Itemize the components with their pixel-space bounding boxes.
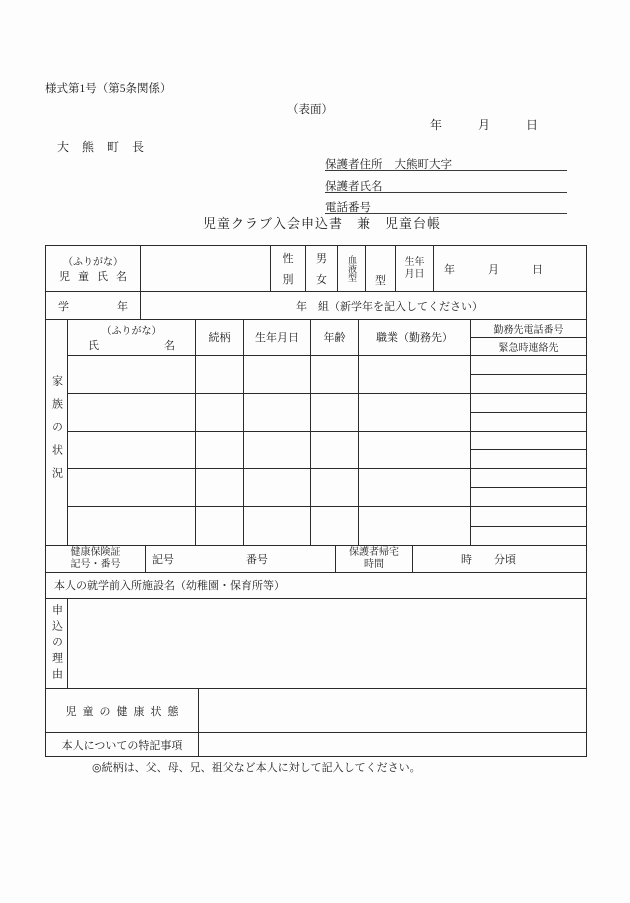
guardian-address-label: 保護者住所 bbox=[325, 159, 383, 171]
occupation-cell[interactable] bbox=[359, 432, 471, 469]
child-name-row bbox=[46, 246, 586, 292]
emergency-contact-cell[interactable] bbox=[471, 413, 586, 431]
contact-cell bbox=[471, 432, 586, 469]
family-name-cell[interactable] bbox=[68, 469, 196, 506]
age-cell[interactable] bbox=[311, 432, 359, 469]
age-cell[interactable] bbox=[311, 469, 359, 506]
birthdate-label-cell bbox=[396, 246, 434, 291]
health-input-cell[interactable] bbox=[199, 689, 586, 732]
age-cell[interactable] bbox=[311, 507, 359, 545]
side-note: （表面） bbox=[287, 104, 333, 116]
family-row-2 bbox=[68, 394, 586, 432]
special-notes-label-cell: 本人についての特記事項 bbox=[46, 733, 199, 756]
birthdate-placeholder: 年 月 日 bbox=[444, 263, 543, 276]
family-name-label-last: 名 bbox=[164, 339, 175, 352]
work-phone-cell[interactable] bbox=[471, 356, 586, 375]
occupation-cell[interactable] bbox=[359, 394, 471, 431]
guardian-address-field[interactable] bbox=[325, 156, 567, 171]
relation-cell[interactable] bbox=[196, 356, 244, 393]
guardian-name-label: 保護者氏名 bbox=[325, 181, 383, 193]
family-furigana-label: （ふりがな） bbox=[101, 325, 162, 337]
return-time-label-cell bbox=[336, 546, 413, 572]
blood-type-label-cell bbox=[338, 246, 366, 291]
family-name-cell[interactable] bbox=[68, 507, 196, 545]
blood-type-suffix: 型 bbox=[375, 275, 386, 287]
insurance-symbol-label: 記号 bbox=[152, 554, 174, 566]
contact-cell bbox=[471, 507, 586, 545]
health-row bbox=[46, 689, 586, 733]
contact-cell bbox=[471, 469, 586, 506]
preschool-label: 本人の就学前入所施設名（幼稚園・保育所等） bbox=[54, 580, 285, 592]
birthdate-cell[interactable] bbox=[244, 356, 311, 393]
child-name-input-cell[interactable] bbox=[141, 246, 271, 291]
blood-type-input-cell[interactable] bbox=[366, 246, 396, 291]
birthdate-cell[interactable] bbox=[244, 507, 311, 545]
relation-cell[interactable] bbox=[196, 394, 244, 431]
guardian-name-field[interactable] bbox=[325, 178, 567, 193]
emergency-contact-cell[interactable] bbox=[471, 375, 586, 393]
grade-label-last: 年 bbox=[117, 300, 128, 313]
family-table bbox=[68, 320, 586, 545]
contact-cell bbox=[471, 394, 586, 431]
occupation-cell[interactable] bbox=[359, 469, 471, 506]
guardian-address-value: 大熊町大字 bbox=[394, 159, 452, 171]
family-name-cell[interactable] bbox=[68, 394, 196, 431]
family-row-3 bbox=[68, 432, 586, 470]
return-time-label-line2: 時間 bbox=[364, 559, 384, 570]
reason-side-label-cell bbox=[46, 599, 68, 688]
preschool-row bbox=[46, 573, 586, 599]
reason-side-label: 申込の理由 bbox=[50, 603, 63, 684]
relation-cell[interactable] bbox=[196, 432, 244, 469]
relationship-footnote: ◎続柄は、父、母、兄、祖父など本人に対して記入してください。 bbox=[92, 762, 421, 774]
family-row-1 bbox=[68, 356, 586, 394]
insurance-input-cell[interactable] bbox=[146, 546, 336, 572]
work-phone-cell[interactable] bbox=[471, 507, 586, 526]
family-side-label-cell bbox=[46, 320, 68, 545]
sex-label-top: 性 bbox=[282, 253, 294, 265]
preschool-input-cell[interactable] bbox=[46, 573, 586, 598]
birthdate-label-top: 生年 bbox=[404, 256, 425, 268]
sex-options-cell[interactable] bbox=[306, 246, 338, 291]
occupation-cell[interactable] bbox=[359, 356, 471, 393]
age-header: 年齢 bbox=[311, 320, 359, 355]
birthdate-input-cell[interactable] bbox=[434, 246, 586, 291]
grade-input-cell[interactable] bbox=[141, 292, 586, 319]
return-time-placeholder: 時 分頃 bbox=[461, 554, 516, 566]
birthdate-cell[interactable] bbox=[244, 394, 311, 431]
insurance-row bbox=[46, 546, 586, 573]
special-notes-row bbox=[46, 733, 586, 756]
child-name-label-cell bbox=[46, 246, 141, 291]
work-phone-header: 勤務先電話番号 bbox=[471, 320, 586, 338]
family-name-cell[interactable] bbox=[68, 356, 196, 393]
grade-row bbox=[46, 292, 586, 320]
family-header-row bbox=[68, 320, 586, 356]
return-time-input-cell[interactable] bbox=[413, 546, 586, 572]
return-time-label-line1: 保護者帰宅 bbox=[349, 546, 399, 558]
special-notes-input-cell[interactable] bbox=[199, 733, 586, 756]
relation-cell[interactable] bbox=[196, 469, 244, 506]
emergency-contact-header: 緊急時連絡先 bbox=[498, 342, 559, 354]
grade-label-first: 学 bbox=[58, 300, 69, 313]
occupation-header: 職業（勤務先） bbox=[359, 320, 471, 355]
emergency-contact-cell[interactable] bbox=[471, 488, 586, 506]
contact-cell bbox=[471, 356, 586, 393]
blood-type-label: 血液型 bbox=[347, 255, 357, 282]
grade-label-cell bbox=[46, 292, 141, 319]
grade-placeholder: 年 組（新学年を記入してください） bbox=[296, 300, 483, 313]
family-name-cell[interactable] bbox=[68, 432, 196, 469]
date-fill-line[interactable]: 年 月 日 bbox=[430, 118, 539, 132]
contact-header bbox=[471, 320, 586, 355]
health-label-cell: 児童の健康状態 bbox=[46, 689, 199, 732]
child-name-label: 児童氏名 bbox=[59, 271, 135, 283]
family-side-label: 家族の状況 bbox=[50, 375, 63, 490]
reason-input-area[interactable] bbox=[68, 599, 586, 688]
furigana-label: （ふりがな） bbox=[63, 257, 123, 268]
sex-option-female[interactable]: 女 bbox=[316, 274, 327, 286]
insurance-number-label: 番号 bbox=[246, 554, 268, 566]
family-name-header bbox=[68, 320, 196, 355]
reason-section bbox=[46, 599, 586, 689]
emergency-contact-cell[interactable] bbox=[471, 527, 586, 545]
occupation-cell[interactable] bbox=[359, 507, 471, 545]
sex-label-bottom: 別 bbox=[282, 274, 294, 286]
work-phone-cell[interactable] bbox=[471, 394, 586, 413]
phone-number-field[interactable] bbox=[325, 199, 567, 214]
emergency-contact-cell[interactable] bbox=[471, 450, 586, 468]
work-phone-cell[interactable] bbox=[471, 432, 586, 451]
relation-cell[interactable] bbox=[196, 507, 244, 545]
family-row-5 bbox=[68, 507, 586, 545]
birthdate-cell[interactable] bbox=[244, 432, 311, 469]
family-birthdate-header: 生年月日 bbox=[244, 320, 311, 355]
family-row-4 bbox=[68, 469, 586, 507]
form-number: 様式第1号（第5条関係） bbox=[45, 83, 172, 95]
family-section bbox=[46, 320, 586, 546]
addressee-mayor: 大熊町長 bbox=[57, 140, 158, 154]
age-cell[interactable] bbox=[311, 356, 359, 393]
phone-number-label: 電話番号 bbox=[325, 202, 371, 214]
family-name-label-first: 氏 bbox=[88, 339, 99, 352]
form-title: 児童クラブ入会申込書 兼 児童台帳 bbox=[203, 216, 442, 231]
relation-header: 続柄 bbox=[196, 320, 244, 355]
insurance-label-cell bbox=[46, 546, 146, 572]
work-phone-cell[interactable] bbox=[471, 469, 586, 488]
insurance-label-line2: 記号・番号 bbox=[70, 559, 121, 570]
sex-option-male[interactable]: 男 bbox=[316, 253, 327, 265]
insurance-label-line1: 健康保険証 bbox=[70, 546, 121, 558]
birthdate-cell[interactable] bbox=[244, 469, 311, 506]
birthdate-label-bottom: 月日 bbox=[404, 268, 425, 280]
main-form-table bbox=[45, 245, 587, 757]
age-cell[interactable] bbox=[311, 394, 359, 431]
sex-label-cell bbox=[271, 246, 306, 291]
